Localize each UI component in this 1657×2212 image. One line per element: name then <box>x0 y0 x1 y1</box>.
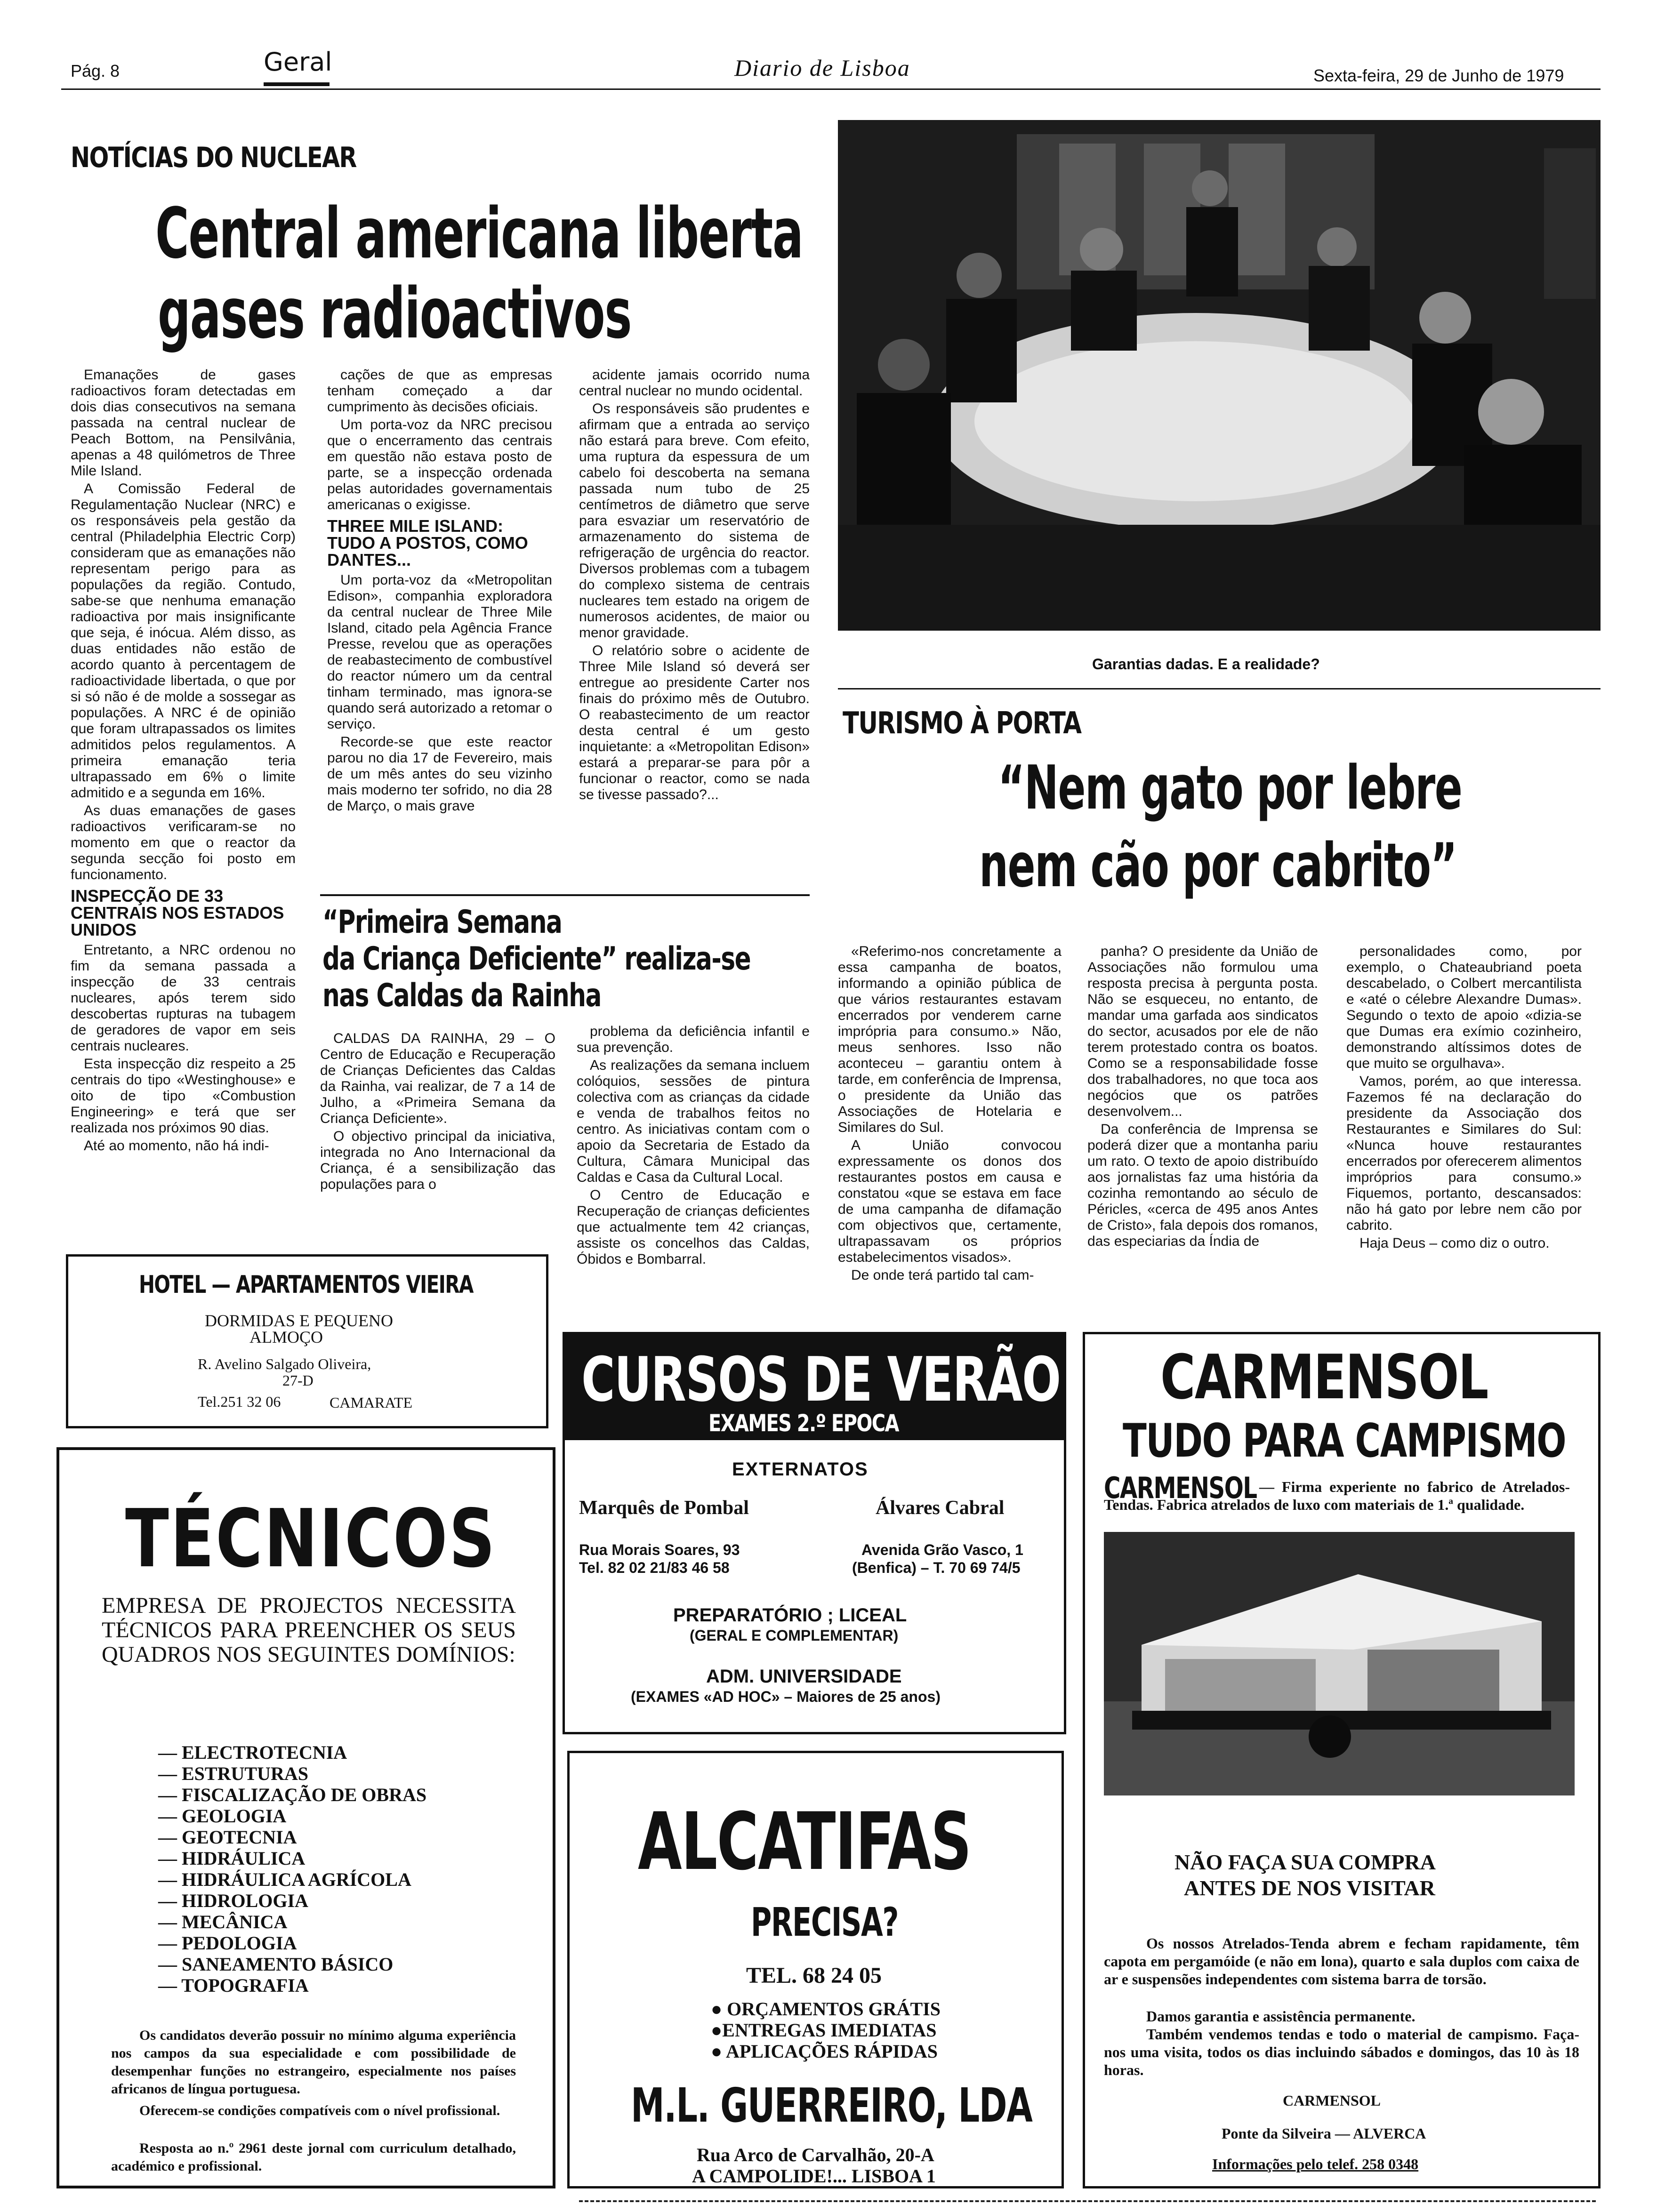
paragraph: panha? O presidente da União de Associações não formulou uma resposta precisa à pergunta posta. Não se esqueceu, no entanto, de mandar uma garfada aos sindicatos do sector, acusados por ele de não terem protestado contra os boatos. Como se a responsabilidade fosse dos trabalhadores, no que toca aos negócios que os patrões desenvolvem... <box>1087 944 1322 1119</box>
paragraph: Os responsáveis são prudentes e afirmam que a entrada ao serviço não estará para breve. Com efeito, uma ruptura da espessura de um cabelo foi descoberta na semana passada num tubo de 25 centímetros de diâmetro que serve para esvaziar um reservatório de armazenamento do sistema de refrigeração de urgência do reactor. Diversos problemas com a tubagem do complexo sistema de centrais nucleares tem estado na origem de numerosos acidentes, de maior ou menor gravidade. <box>579 401 814 641</box>
hotel-ad-line1: DORMIDAS E PEQUENO <box>205 1311 394 1330</box>
paragraph: Entretanto, a NRC ordenou no fim da semana passada a inspecção de 33 centrais nucleares, após terem sido descobertas rupturas na tubagem de geradores de vapor em seis centrais nucleares. <box>71 942 300 1054</box>
meeting-photo <box>838 120 1601 631</box>
paragraph: Um porta-voz da NRC precisou que o encerramento das centrais em questão não estava posto de parte, se a inspecção ordenada pelas autoridades governamentais americanas o exigisse. <box>327 417 556 513</box>
photo-rule <box>838 688 1601 689</box>
article1-column-1 <box>71 367 300 1297</box>
cursos-ad-right-phone: (Benfica) – T. 70 69 74/5 <box>852 1559 1021 1576</box>
list-item: — TOPOGRAFIA <box>158 1975 309 1996</box>
cursos-ad-right-address: Avenida Grão Vasco, 1 <box>861 1541 1023 1558</box>
hotel-ad-address: R. Avelino Salgado Oliveira, <box>198 1355 371 1372</box>
list-item: — FISCALIZAÇÃO DE OBRAS <box>158 1784 427 1805</box>
alcatifas-ad-phone: TEL. 68 24 05 <box>746 1963 882 1988</box>
alcatifas-ad-bullet-fitting: ● APLICAÇÕES RÁPIDAS <box>711 2041 938 2062</box>
carmensol-ad-cta-line2: ANTES DE NOS VISITAR <box>1184 1876 1435 1900</box>
cursos-ad-school-left: Marquês de Pombal <box>579 1497 749 1519</box>
list-item: — GEOTECNIA <box>158 1827 297 1848</box>
cursos-ad-left-phone: Tel. 82 02 21/83 46 58 <box>579 1559 730 1576</box>
alcatifas-ad-address-1: Rua Arco de Carvalhão, 20-A <box>697 2144 934 2165</box>
paragraph: As duas emanações de gases radioactivos verificaram-se no momento em que o reactor da segunda secção foi posto em funcionamento. <box>71 803 300 882</box>
trailer-tent-photo <box>1104 1532 1575 1795</box>
article3-column-1 <box>838 944 1066 1299</box>
carmensol-ad-cta-line1: NÃO FAÇA SUA COMPRA <box>1174 1850 1436 1874</box>
trailer-tent-image <box>1104 1532 1575 1795</box>
paragraph: acidente jamais ocorrido numa central nuclear no mundo ocidental. <box>579 367 814 399</box>
article1-column-3 <box>579 367 814 885</box>
paragraph: A União convocou expressamente os donos dos restaurantes postos em causa e constatou «que se estava em face de uma campanha de difamação com objectivos que, certamente, ultrapassavam os próprios estabelecimentos visados». <box>838 1138 1066 1265</box>
paragraph: Vamos, porém, ao que interessa. Fazemos fé na declaração do presidente da Associação dos Restaurantes e Similares do Sul: «Nunca houve restaurantes encerrados por oferecerem alimentos impróprios para consumo.» Fiquemos, portanto, descansados: não há gato por lebre nem cão por cabrito. <box>1346 1074 1586 1233</box>
article2-headline-line1: “Primeira Semana <box>322 904 562 941</box>
tecnicos-ad-note-conditions: Oferecem-se condições compatíveis com o nível profissional. <box>139 2103 500 2118</box>
tecnicos-ad-title: TÉCNICOS <box>125 1492 497 1586</box>
cursos-ad-externatos: EXTERNATOS <box>732 1459 869 1480</box>
list-item: — SANEAMENTO BÁSICO <box>158 1954 394 1975</box>
paragraph: O relatório sobre o acidente de Three Mile Island só deverá ser entregue ao presidente Carter nos finais do próximo mês de Outubro. O reabastecimento de um reactor desta central é um gesto inquietante: a «Metropolitan Edison» estará a preparar-se para pôr a funcionar o reactor, como se nada se tivesse passado?... <box>579 643 814 802</box>
carmensol-ad-info-phone: Informações pelo telef. 258 0348 <box>1212 2156 1419 2172</box>
cursos-ad-left-address: Rua Morais Soares, 93 <box>579 1541 740 1558</box>
hotel-ad <box>66 1254 548 1428</box>
paragraph: Da conferência de Imprensa se poderá dizer que a montanha pariu um rato. O texto de apoio distribuído aos jornalistas faz uma história da cozinha remontando ao século de Péricles, «cerca de 495 anos Antes de Cristo», fala depois dos romanos, das especiarias da Índia de <box>1087 1122 1322 1249</box>
subheading: THREE MILE ISLAND: TUDO A POSTOS, COMO DANTES... <box>327 516 528 569</box>
paragraph: A Comissão Federal de Regulamentação Nuclear (NRC) e os responsáveis pela gestão da central (Philadelphia Electric Corp) consideram que as emanações não representam perigo para as populações da região. Contudo, sabe-se que nenhuma emanação radioactiva por mais insignificante que seja, é inócua. Além disso, as duas entidades não estão de acordo quanto à percentagem de radioactividade libertada, o que por si só não é de molde a sossegar as populações. A NRC é de opinião que foram ultrapassados os limites admitidos pelos regulamentos. A primeira emanação teria ultrapassado em 6% o limite admitido e a segunda em 16%. <box>71 481 300 801</box>
meeting-photo-image <box>838 120 1601 631</box>
list-item: — HIDRÁULICA <box>158 1848 306 1869</box>
paragraph: CALDAS DA RAINHA, 29 – O Centro de Educação e Recuperação de Crianças Deficientes das Caldas da Rainha, vai realizar, de 7 a 14 de Julho, a «Primeira Semana da Criança Deficiente». <box>320 1031 560 1126</box>
subheading: INSPECÇÃO DE 33 CENTRAIS NOS ESTADOS UNIDOS <box>71 886 284 939</box>
paragraph: Um porta-voz da «Metropolitan Edison», companhia exploradora da central nuclear de Three Mile Island, citado pela Agência France Presse, revelou que as operações de reabastecimento de combustível do reactor número um da central tinham terminado, mas ignora-se quando será autorizado a retomar o serviço. <box>327 572 556 732</box>
cursos-ad-universidade-sub: (EXAMES «AD HOC» – Maiores de 25 anos) <box>631 1688 941 1705</box>
hotel-ad-number: 27-D <box>282 1372 314 1389</box>
carmensol-ad-signature: CARMENSOL <box>1283 2092 1381 2109</box>
alcatifas-ad <box>567 1751 1064 2188</box>
tecnicos-ad-domain-list <box>158 1742 426 1996</box>
section-name: Geral <box>264 47 332 77</box>
paragraph: «Referimo-nos concretamente a essa campanha de boatos, informando a opinião pública de que vários restaurantes estavam encerrados por venderem carne imprópria para consumo.» Não, meus senhores. Isso não aconteceu – garantiu ontem à tarde, em conferência de Imprensa, o presidente da União das Associações de Hotelaria e Similares do Sul. <box>838 944 1066 1135</box>
list-item: — ESTRUTURAS <box>158 1763 308 1784</box>
masthead-rule <box>61 88 1601 90</box>
article3-column-2 <box>1087 944 1322 1299</box>
carmensol-ad-description: — Firma experiente no fabrico de Atrelados-Tendas. Fabrica atrelados de luxo com materiais de 1.ª qualidade. <box>1104 1478 1570 1513</box>
issue-date: Sexta-feira, 29 de Junho de 1979 <box>1313 66 1564 85</box>
list-item: — MECÂNICA <box>158 1911 288 1932</box>
list-item: — ELECTROTECNIA <box>158 1742 347 1763</box>
paragraph: Recorde-se que este reactor parou no dia 17 de Fevereiro, mais de um mês antes do seu vizinho mais moderno ter sofrido, no dia 28 de Março, o mais grave <box>327 734 556 814</box>
carmensol-ad-guarantee: Damos garantia e assistência permanente. <box>1146 2008 1416 2025</box>
article3-headline-line2: nem cão por cabrito” <box>979 831 1457 901</box>
hotel-ad-title: HOTEL — APARTAMENTOS VIEIRA <box>139 1271 473 1299</box>
paragraph: De onde terá partido tal cam- <box>851 1267 1034 1283</box>
paragraph: As realizações da semana incluem colóquios, sessões de pintura colectiva com as crianças da cidade e venda de trabalhos feitos no centro. As iniciativas contam com o apoio da Secretaria de Estado da Cultura, Câmara Municipal das Caldas e Casa da Cultural Local. <box>577 1058 814 1185</box>
cursos-ad-preparatorio: PREPARATÓRIO ; LICEAL <box>673 1605 907 1626</box>
cursos-ad-subtitle: EXAMES 2.º EPOCA <box>708 1410 899 1437</box>
paragraph: Esta inspecção diz respeito a 25 centrais do tipo «Westinghouse» e oito de tipo «Combustion Engineering» e terá que ser realizada nos próximos 90 dias. <box>71 1056 300 1136</box>
newspaper-name: Diario de Lisboa <box>734 55 910 81</box>
carmensol-ad-visit: Também vendemos tendas e todo o material de campismo. Faça-nos uma visita, todos os dias incluindo sábados e domingos, das 10 às 18 horas. <box>1104 2026 1579 2078</box>
hotel-ad-phone: Tel.251 32 06 <box>198 1393 281 1410</box>
article2-column-2 <box>577 1024 814 1299</box>
tecnicos-ad <box>56 1447 555 2188</box>
alcatifas-ad-bullet-delivery: ●ENTREGAS IMEDIATAS <box>711 2020 937 2041</box>
photo-caption: Garantias dadas. E a realidade? <box>1092 656 1320 673</box>
bottom-dashed-rule <box>579 2200 1596 2202</box>
article3-kicker: TURISMO À PORTA <box>843 706 1081 741</box>
article2-top-rule <box>320 894 810 896</box>
carmensol-ad-location: Ponte da Silveira — ALVERCA <box>1222 2125 1426 2142</box>
cursos-ad-universidade: ADM. UNIVERSIDADE <box>706 1666 902 1687</box>
article3-column-3 <box>1346 944 1586 1299</box>
paragraph: O objectivo principal da iniciativa, integrada no Ano Internacional da Criança, é a sensibilização das populações para o <box>320 1129 560 1192</box>
article2-headline-line2: da Criança Deficiente” realiza-se <box>322 940 751 978</box>
carmensol-ad-features: Os nossos Atrelados-Tenda abrem e fecham rapidamente, têm capota em pergamóide (e não em lona), quarto e sala duplos com caixa de ar e suspensões independentes com sistema barra de torsão. <box>1104 1935 1579 1988</box>
carmensol-ad <box>1083 1332 1601 2188</box>
alcatifas-ad-address-2: A CAMPOLIDE!... LISBOA 1 <box>692 2165 936 2187</box>
paragraph: Emanações de gases radioactivos foram detectadas em dois dias consecutivos na semana passada na central nuclear de Peach Bottom, na Pensilvânia, apenas a 48 quilómetros de Three Mile Island. <box>71 367 300 479</box>
cursos-ad-title: CURSOS DE VERÃO <box>581 1344 1061 1415</box>
paragraph: personalidades como, por exemplo, o Chateaubriand poeta descabelado, o Colbert mercantilista e «até o célebre Alexandre Dumas». Segundo o texto de apoio «dizia-se que Dumas era exímio cozinheiro, demonstrando altíssimos dotes de que muito se orgulhava». <box>1346 944 1586 1071</box>
tecnicos-ad-note-reply: Resposta ao n.º 2961 deste jornal com curriculum detalhado, académico e profissional. <box>111 2140 516 2174</box>
article1-column-2 <box>327 367 556 885</box>
article1-kicker: NOTÍCIAS DO NUCLEAR <box>71 141 356 174</box>
list-item: — HIDRÁULICA AGRÍCOLA <box>158 1869 411 1890</box>
alcatifas-ad-bullet-quotes: ● ORÇAMENTOS GRÁTIS <box>711 1998 941 2020</box>
alcatifas-ad-title: ALCATIFAS <box>638 1795 971 1888</box>
paragraph: problema da deficiência infantil e sua prevenção. <box>577 1024 814 1055</box>
paragraph: Haja Deus – como diz o outro. <box>1359 1235 1550 1251</box>
cursos-ad-school-right: Álvares Cabral <box>876 1497 1005 1519</box>
carmensol-ad-brand: CARMENSOL <box>1104 1471 1257 1505</box>
tecnicos-ad-intro: EMPRESA DE PROJECTOS NECESSITA TÉCNICOS PARA PREENCHER OS SEUS QUADROS NOS SEGUINTES DOMÍNIOS: <box>102 1593 516 1667</box>
list-item: — PEDOLOGIA <box>158 1932 297 1954</box>
carmensol-ad-tagline: TUDO PARA CAMPISMO <box>1123 1414 1566 1468</box>
carmensol-ad-title: CARMENSOL <box>1160 1341 1488 1413</box>
alcatifas-ad-company: M.L. GUERREIRO, LDA <box>631 2078 1032 2133</box>
paragraph: cações de que as empresas tenham começado a dar cumprimento às decisões oficiais. <box>327 367 556 415</box>
article1-headline-line1: Central americana liberta <box>155 193 803 274</box>
cursos-ad <box>563 1332 1066 1734</box>
hotel-ad-place: CAMARATE <box>330 1394 413 1411</box>
page-number: Pág. 8 <box>71 61 120 80</box>
tecnicos-ad-note-requirements: Os candidatos deverão possuir no mínimo alguma experiência nos campos da sua especialidade e com possibilidade de desempenhar funções no estrangeiro, especialmente nos países africanos de língua portuguesa. <box>111 2028 516 2097</box>
list-item: — HIDROLOGIA <box>158 1890 308 1911</box>
article3-headline-line1: “Nem gato por lebre <box>998 753 1462 823</box>
paragraph: Até ao momento, não há indi- <box>84 1138 269 1154</box>
cursos-ad-preparatorio-sub: (GERAL E COMPLEMENTAR) <box>690 1627 899 1644</box>
paragraph: O Centro de Educação e Recuperação de crianças deficientes que actualmente tem 42 crianças, assiste os concelhos das Caldas, Óbidos e Bombarral. <box>577 1187 814 1267</box>
alcatifas-ad-subtitle: PRECISA? <box>751 1899 899 1945</box>
article1-headline-line2: gases radioactivos <box>158 273 632 354</box>
section-underline <box>264 82 330 86</box>
list-item: — GEOLOGIA <box>158 1805 287 1827</box>
article2-headline-line3: nas Caldas da Rainha <box>322 977 601 1014</box>
hotel-ad-line2: ALMOÇO <box>249 1328 323 1346</box>
